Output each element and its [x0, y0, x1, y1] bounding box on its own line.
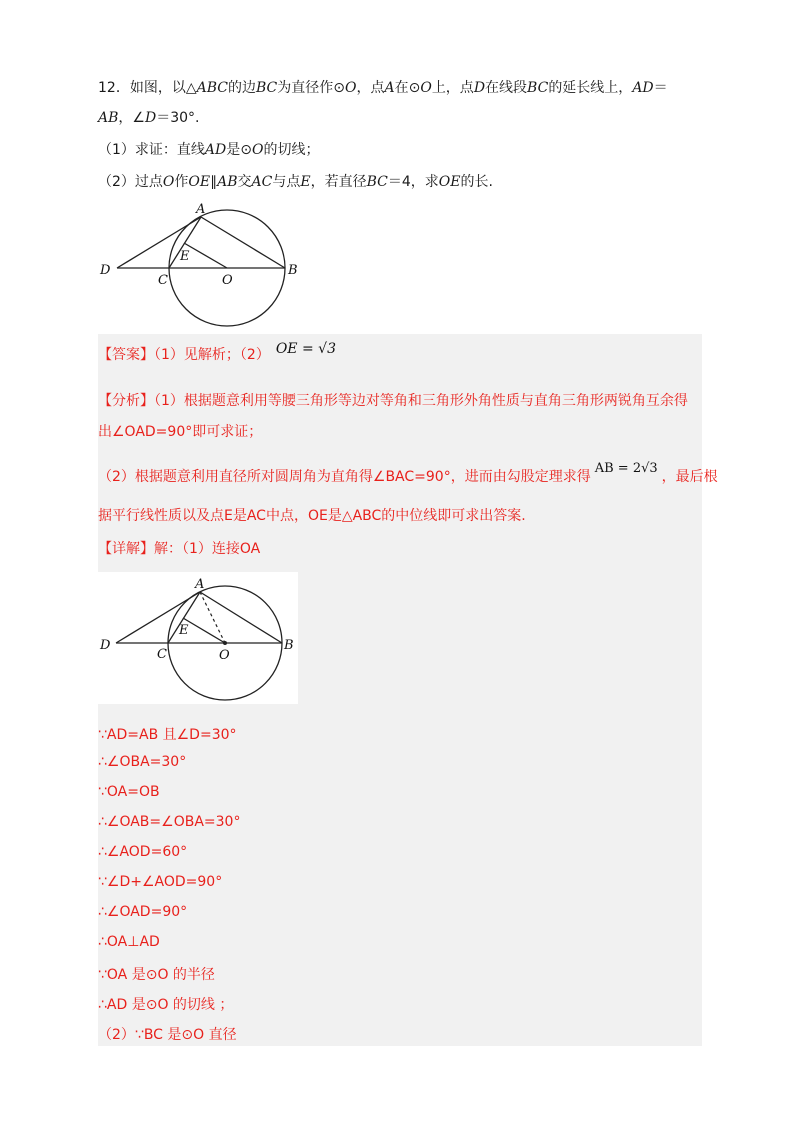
text: 上，点 — [431, 80, 474, 96]
text: 的延长线上， — [548, 80, 633, 96]
text: 交 — [237, 174, 252, 190]
text: 是⊙ — [226, 142, 252, 158]
var: ABC — [196, 80, 228, 96]
text: 如图，以△ — [129, 80, 197, 96]
detail-step: （2）∵BC 是⊙O 直径 — [98, 1027, 237, 1043]
text: 在线段 — [485, 80, 528, 96]
answer-text: （1）见解析；（2） — [154, 347, 270, 363]
detail-label: 【详解】 — [98, 541, 154, 557]
label-o: O — [222, 273, 233, 288]
question-part-1 — [98, 135, 703, 165]
detail-step: ∵∠D+∠AOD=90° — [98, 874, 223, 890]
label-a: A — [195, 577, 205, 592]
text: ＝ — [653, 80, 668, 96]
var: O — [162, 174, 175, 190]
analysis-text: ，最后根 — [661, 469, 718, 485]
var: AB — [217, 174, 238, 190]
analysis-text: （2）根据题意利用直径所对圆周角为直角得∠BAC=90°，进而由勾股定理求得 — [98, 469, 591, 485]
text: （1）求证：直线 — [98, 142, 205, 158]
label-d: D — [100, 638, 111, 653]
answer-formula: OE = √3 — [275, 341, 336, 357]
text: ＝30°. — [156, 110, 200, 126]
detail-step: ∴∠OAB=∠OBA=30° — [98, 814, 241, 830]
text: 与点 — [272, 174, 301, 190]
text: 的边 — [227, 80, 256, 96]
detail-text: 解：（1）连接OA — [154, 541, 261, 557]
label-e: E — [179, 623, 189, 638]
analysis-label: 【分析】 — [98, 393, 154, 409]
question-line-1 — [98, 73, 703, 103]
answer-label: 【答案】 — [98, 347, 154, 363]
var: O — [420, 80, 432, 96]
detail-step: ∵OA=OB — [98, 784, 160, 800]
detail-step: ∴OA⊥AD — [98, 934, 160, 950]
var: OE — [188, 174, 211, 190]
text: 的长. — [460, 174, 493, 190]
var: D — [144, 110, 157, 126]
var: E — [300, 174, 311, 190]
geometry-figure-2 — [98, 572, 298, 704]
text: 在⊙ — [394, 80, 421, 96]
analysis-formula: AB = 2√3 — [594, 461, 658, 476]
analysis-line-1 — [98, 390, 688, 410]
detail-step: ∵AD=AB 且∠D=30° — [98, 727, 237, 743]
question-line-2 — [98, 103, 703, 133]
var: AC — [251, 174, 273, 190]
var: BC — [366, 174, 388, 190]
detail-step: ∴AD 是⊙O 的切线 ； — [98, 997, 234, 1013]
detail-step: ∴∠OBA=30° — [98, 754, 187, 770]
var: BC — [527, 80, 549, 96]
detail-step: ∵OA 是⊙O 的半径 — [98, 967, 215, 983]
var: AB — [98, 110, 119, 126]
analysis-line-4: 据平行线性质以及点E是AC中点，OE是△ABC的中位线即可求出答案. — [98, 508, 526, 524]
detail-step: ∴∠AOD=60° — [98, 844, 188, 860]
label-c: C — [157, 647, 167, 662]
var: AD — [204, 142, 227, 158]
label-o: O — [219, 648, 230, 663]
var: A — [384, 80, 395, 96]
text: ∥ — [210, 174, 218, 190]
text: ，∠ — [118, 110, 145, 126]
question-number: 12． — [98, 80, 130, 96]
label-c: C — [158, 273, 168, 288]
detail-line-intro — [98, 538, 260, 558]
label-b: B — [288, 263, 298, 278]
text: 的切线； — [263, 142, 320, 158]
geometry-figure-1 — [98, 198, 306, 330]
analysis-text: （1）根据题意利用等腰三角形等边对等角和三角形外角性质与直角三角形两锐角互余得 — [154, 393, 688, 409]
question-part-2 — [98, 167, 703, 197]
text: ，点 — [356, 80, 385, 96]
var: OE — [438, 174, 461, 190]
answer-line — [98, 341, 336, 364]
analysis-line-2: 出∠OAD=90°即可求证； — [98, 424, 263, 440]
label-d: D — [100, 263, 111, 278]
label-e: E — [180, 249, 190, 264]
text: ，若直径 — [310, 174, 367, 190]
text: 作 — [174, 174, 189, 190]
text: ＝4，求 — [387, 174, 439, 190]
text: 为直径作⊙ — [277, 80, 345, 96]
var: O — [344, 80, 357, 96]
var: BC — [255, 80, 278, 96]
detail-step: ∴∠OAD=90° — [98, 904, 188, 920]
text: （2）过点 — [98, 174, 163, 190]
label-a: A — [196, 202, 206, 217]
var: D — [473, 80, 486, 96]
var: AD — [632, 80, 654, 96]
analysis-line-3 — [98, 461, 718, 486]
point-o — [223, 641, 227, 645]
segment-eo — [184, 243, 227, 268]
var: O — [252, 142, 264, 158]
label-b: B — [284, 638, 294, 653]
